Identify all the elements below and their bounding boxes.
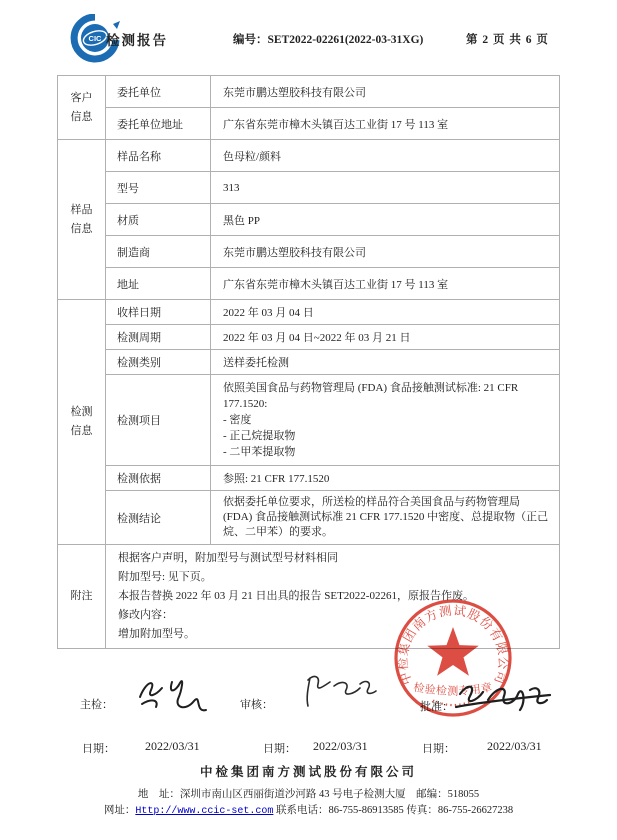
table-row [58,108,560,140]
note-line: 本报告替换 2022 年 03 月 21 日出具的报告 SET2022-02261，原报告作废。 [118,590,474,602]
field-label: 检测依据 [106,466,211,491]
table-row [58,76,560,108]
section-label-line: 样品 [70,203,93,216]
footer-company-name: 中检集团南方测试股份有限公司 [199,765,417,779]
field-label: 样品名称 [106,140,211,172]
field-label: 检测项目 [106,375,211,466]
field-label: 检测周期 [106,325,211,350]
field-label: 委托单位 [106,76,211,108]
note-line: 增加附加型号。 [118,628,195,640]
approver-date: 2022/03/31 [487,739,542,753]
field-value: 广东省东莞市樟木头镇百达工业街 17 号 113 室 [211,108,560,140]
footer-website-link[interactable]: Http://www.ccic-set.com [135,806,274,817]
section-label-line: 检测 [70,406,93,418]
table-row [58,375,560,466]
sample-info-table [57,139,560,300]
note-line: 根据客户声明，附加型号与测试型号材料相同 [118,552,338,564]
table-row [58,466,560,491]
section-label-line: 信息 [70,222,93,235]
field-value: 参照: 21 CFR 177.1520 [211,466,560,491]
field-value: 东莞市鹏达塑胶科技有限公司 [211,236,560,268]
table-row [58,172,560,204]
inspector-label: 主检： [80,699,113,711]
cell-line: 依照美国食品与药物管理局 (FDA) 食品接触测试标准: 21 CFR [223,382,519,394]
inspector-signature [128,670,223,718]
footer-website-label: 网址： [103,805,136,816]
date-label: 日期： [263,743,296,755]
table-row [58,491,560,545]
test-items-cell [211,375,560,466]
reviewer-date: 2022/03/31 [313,739,368,753]
logo-text: CIC [88,34,102,43]
date-label: 日期： [422,743,455,755]
footer-contact-line [57,802,560,817]
field-label: 收样日期 [106,300,211,325]
inspector-date: 2022/03/31 [145,739,200,753]
section-label-line: 客户 [70,91,93,104]
field-value: 东莞市鹏达塑胶科技有限公司 [211,76,560,108]
footer-address: 地 址：深圳市南山区西丽街道沙河路 43 号电子检测大厦 邮编：518055 [137,789,480,800]
field-value: 2022 年 03 月 04 日~2022 年 03 月 21 日 [211,325,560,350]
field-value: 广东省东莞市樟木头镇百达工业街 17 号 113 室 [211,268,560,300]
field-value: 2022 年 03 月 04 日 [211,300,560,325]
section-label-customer [58,76,106,140]
reviewer-signature [296,664,381,714]
page-indicator: 第 2 页 共 6 页 [466,34,549,46]
field-label: 材质 [106,204,211,236]
section-label-line: 信息 [70,425,93,437]
report-body-tables [57,75,560,649]
table-row [58,236,560,268]
test-info-table [57,299,560,545]
table-row [58,325,560,350]
section-label-line: 信息 [70,110,93,123]
field-value: 313 [211,172,560,204]
stamp-type-text: 检验检测专用章 [412,681,494,698]
table-row [58,350,560,375]
table-row [58,204,560,236]
note-line: 修改内容： [118,609,173,621]
section-label-test [58,300,106,545]
field-label: 型号 [106,172,211,204]
cell-line: - 密度 [223,414,252,426]
reviewer-label: 审核： [240,699,273,711]
approver-signature [450,674,555,726]
cell-line: - 二甲苯提取物 [223,446,296,458]
field-label: 检测类别 [106,350,211,375]
note-line: 附加型号: 见下页。 [118,571,212,583]
field-label: 地址 [106,268,211,300]
report-number-value: SET2022-02261(2022-03-31XG) [267,34,424,46]
date-label: 日期： [82,743,115,755]
footer-phone-fax: 联系电话：86-755-86913585 传真：86-755-26627238 [276,805,514,816]
field-value: 色母粒/颜料 [211,140,560,172]
field-label: 制造商 [106,236,211,268]
field-label: 委托单位地址 [106,108,211,140]
field-label: 检测结论 [106,491,211,545]
page-title: 检测报告 [106,33,168,48]
field-value: 黑色 PP [211,204,560,236]
customer-info-table [57,75,560,140]
table-row [58,268,560,300]
field-value: 送样委托检测 [211,350,560,375]
section-label-notes: 附注 [58,545,106,649]
section-label-sample [58,140,106,300]
table-row [58,300,560,325]
approver-label: 批准： [420,701,453,713]
table-row [58,140,560,172]
conclusion-cell: 依据委托单位要求，所送检的样品符合美国食品与药物管理局 (FDA) 食品接触测试标准 21 CFR 177.1520 中密度、总提取物（正己烷、二甲苯）的要求。 [211,491,560,545]
cell-line: - 正己烷提取物 [223,430,296,442]
cell-line: 177.1520: [223,398,268,410]
report-number-label: 编号： [233,34,268,46]
stamp-ring-text: 中检集团南方测试股份有限公司 [395,603,511,687]
report-number [233,31,423,47]
